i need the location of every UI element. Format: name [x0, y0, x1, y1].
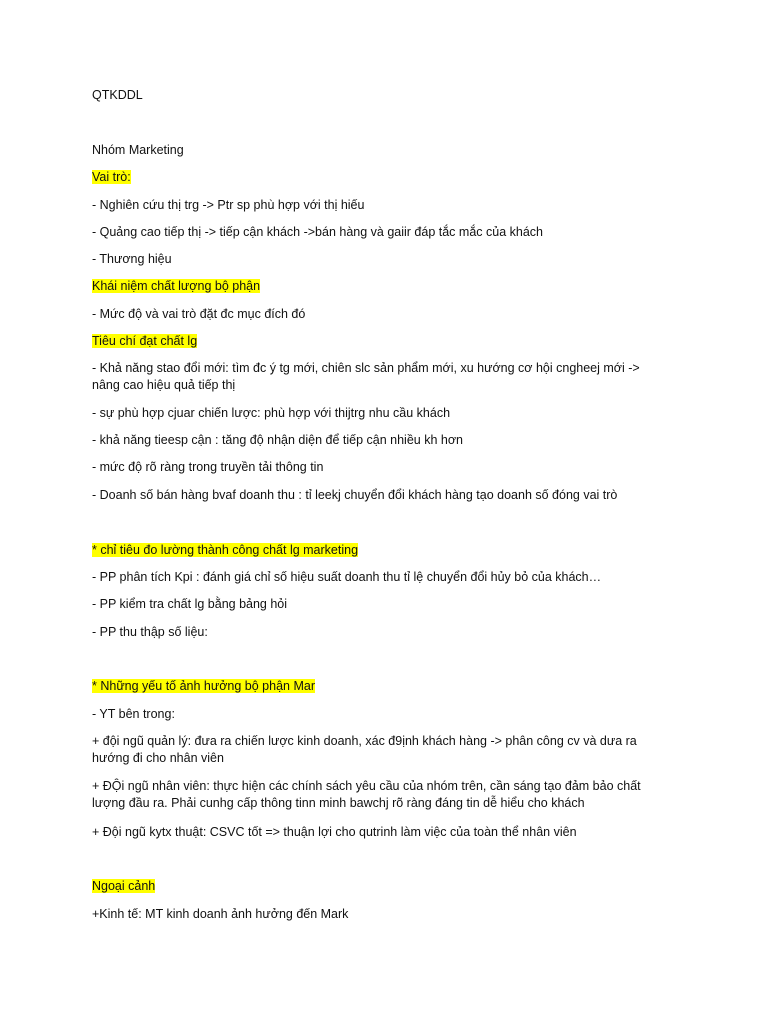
- criteria-item: - khả năng tieesp cận : tăng độ nhận diện để tiếp cận nhiều kh hơn: [92, 433, 463, 447]
- internal-item: + Đội ngũ kytx thuật: CSVC tốt => thuận lợi cho qutrinh làm việc của toàn thể nhân viên: [92, 825, 577, 839]
- highlighted-text: * Những yếu tố ảnh hưởng bộ phận Mar: [92, 679, 315, 693]
- kpi-item: - PP thu thập số liệu:: [92, 625, 208, 639]
- role-item: - Quảng cao tiếp thị -> tiếp cận khách ->bán hàng và gaiir đáp tắc mắc của khách: [92, 225, 543, 239]
- concept-item: - Mức độ và vai trò đặt đc mục đích đó: [92, 307, 306, 321]
- kpi-item: - PP phân tích Kpi : đánh giá chỉ số hiệu suất doanh thu tỉ lệ chuyển đổi hủy bỏ của khách…: [92, 570, 602, 584]
- internal-item: + ĐỘi ngũ nhân viên: thực hiện các chính sách yêu cầu của nhóm trên, cần sáng tạo đảm bảo chất lượng đầu ra. Phải cunhg cấp thông tinn minh bawchj rõ ràng đáng tin dễ hiểu cho khách: [92, 779, 641, 810]
- group-title: Nhóm Marketing: [92, 143, 184, 157]
- external-item: +Kinh tế: MT kinh doanh ảnh hưởng đến Mark: [92, 907, 349, 921]
- document-header: QTKDDL: [92, 88, 143, 102]
- kpi-item: - PP kiểm tra chất lg bằng bảng hỏi: [92, 597, 288, 611]
- criteria-heading: [92, 333, 672, 350]
- external-heading: [92, 878, 672, 895]
- highlighted-text: Ngoại cảnh: [92, 879, 156, 893]
- kpi-heading: [92, 542, 672, 559]
- concept-heading: [92, 278, 672, 295]
- role-item: - Nghiên cứu thị trg -> Ptr sp phù hợp với thị hiếu: [92, 198, 365, 212]
- highlighted-text: Vai trò:: [92, 170, 131, 184]
- factors-heading: [92, 678, 672, 695]
- highlighted-text: Tiêu chí đạt chất lg: [92, 334, 198, 348]
- highlighted-text: * chỉ tiêu đo lường thành công chất lg marketing: [92, 543, 359, 557]
- internal-label: - YT bên trong:: [92, 707, 175, 721]
- criteria-item: - sự phù hợp cjuar chiến lược: phù hợp với thijtrg nhu cầu khách: [92, 406, 451, 420]
- criteria-item: - mức độ rõ ràng trong truyền tải thông tin: [92, 460, 324, 474]
- criteria-item: - Khả năng stao đổi mới: tìm đc ý tg mới, chiên slc sản phẩm mới, xu hướng cơ hội cngheej mới -> nâng cao hiệu quả tiếp thị: [92, 361, 640, 392]
- internal-item: + đội ngũ quản lý: đưa ra chiến lược kinh doanh, xác đ9ịnh khách hàng -> phân công cv và dưa ra hướng đi cho nhân viên: [92, 734, 637, 765]
- highlighted-text: Khái niệm chất lượng bộ phận: [92, 279, 261, 293]
- criteria-item: - Doanh số bán hàng bvaf doanh thu : tỉ leekj chuyển đổi khách hàng tạo doanh số đóng vai trò: [92, 488, 618, 502]
- role-heading: [92, 169, 672, 186]
- role-item: - Thương hiệu: [92, 252, 172, 266]
